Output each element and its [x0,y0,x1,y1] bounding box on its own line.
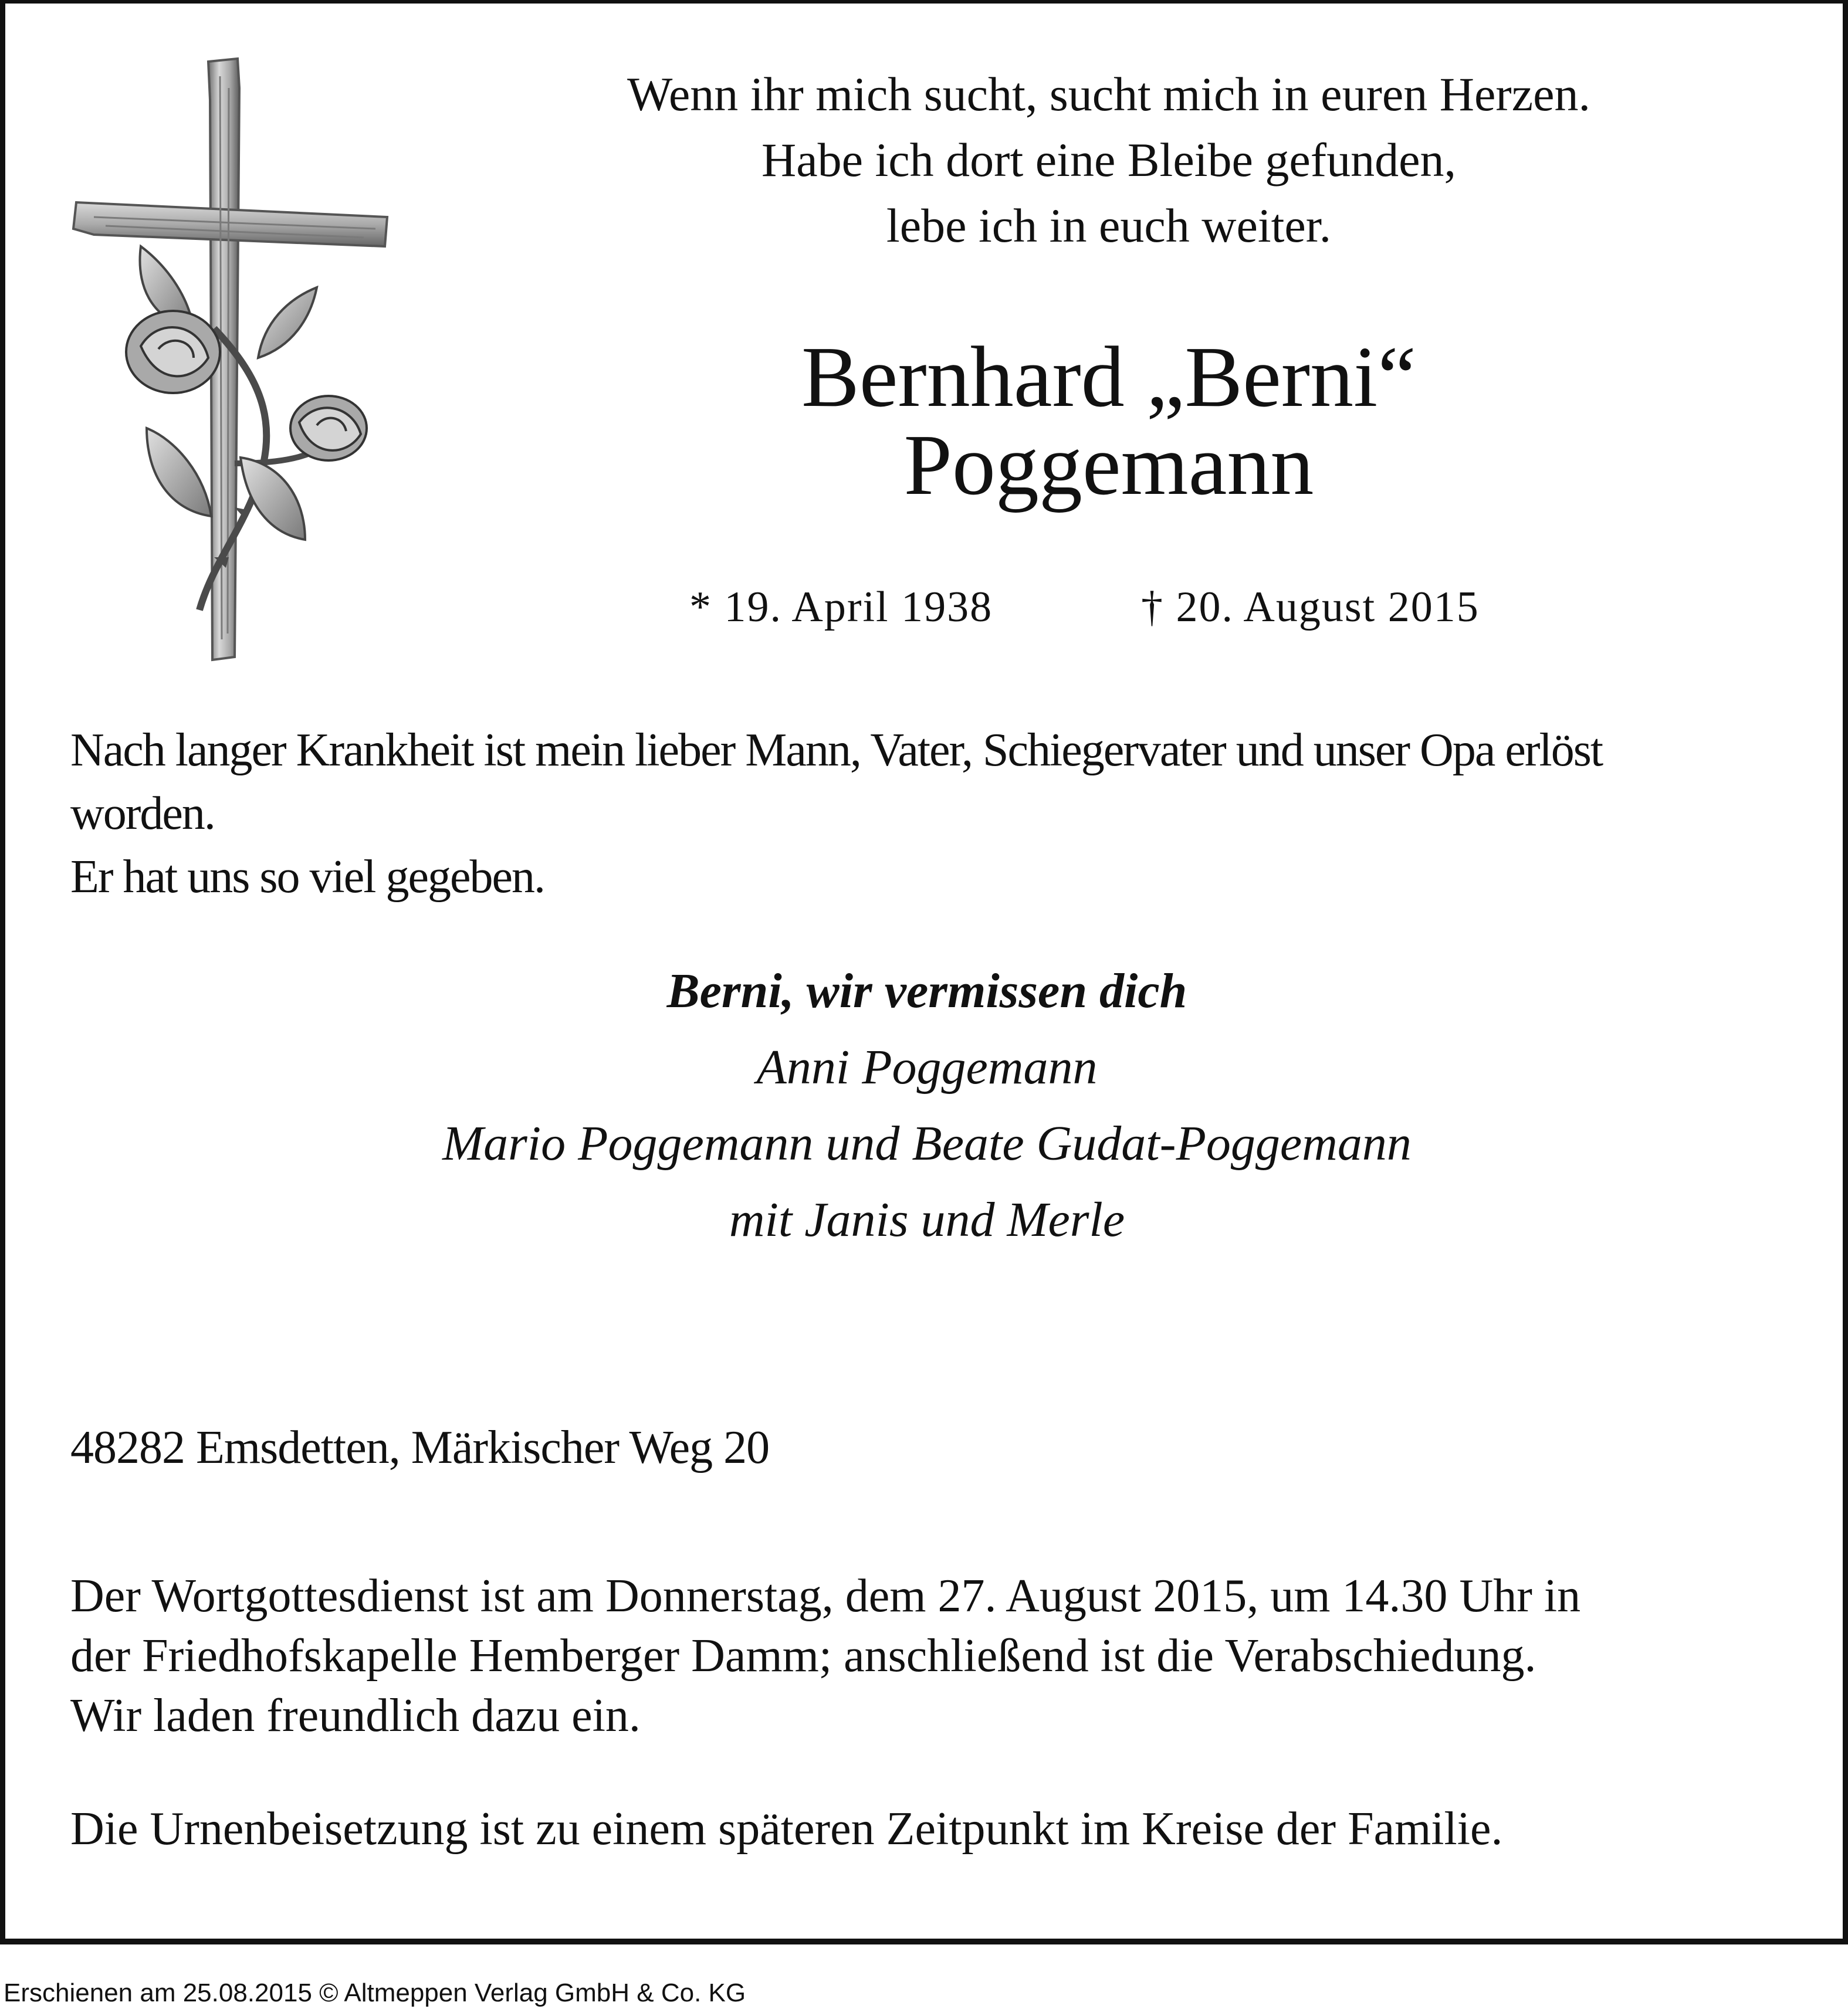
service-line: Der Wortgottesdienst ist am Donnerstag, dem 27. August 2015, um 14.30 Uhr in [70,1570,1581,1622]
family-address: 48282 Emsdetten, Märkischer Weg 20 [70,1422,770,1473]
announcement-line: Nach langer Krankheit ist mein lieber Mann, Vater, Schiegervater und unser Opa erlöst [70,724,1603,776]
service-info [70,1566,1580,1746]
motto-line: lebe ich in euch weiter. [886,199,1332,252]
announcement-line: Er hat uns so viel gegeben. [70,851,544,903]
mourner-name: Mario Poggemann und Beate Gudat-Poggemann [442,1116,1412,1171]
motto-verse [481,62,1737,259]
cross-with-roses-icon [59,53,399,669]
mourner-name: mit Janis und Merle [729,1192,1125,1247]
urn-note: Die Urnenbeisetzung ist zu einem späteren Zeitpunkt im Kreise der Familie. [70,1803,1503,1855]
mourners-block [70,953,1783,1258]
deceased-name [481,329,1737,513]
mourners-lead: Berni, wir vermissen dich [666,964,1187,1018]
motto-line: Habe ich dort eine Bleibe gefunden, [761,133,1456,187]
birth-date: * 19. April 1938 [689,583,993,631]
mourner-name: Anni Poggemann [756,1040,1098,1095]
announcement-line: worden. [70,788,215,839]
death-date: † 20. August 2015 [1141,583,1480,631]
service-line: Wir laden freundlich dazu ein. [70,1690,641,1742]
announcement-text [70,719,1795,909]
name-line-2: Poggemann [903,417,1314,513]
service-line: der Friedhofskapelle Hemberger Damm; anschließend ist die Verabschiedung. [70,1630,1536,1682]
publication-footer: Erschienen am 25.08.2015 © Altmeppen Verlag GmbH & Co. KG [4,1978,746,2007]
motto-line: Wenn ihr mich sucht, sucht mich in euren Herzen. [627,67,1590,121]
name-line-1: Bernhard „Berni“ [801,329,1416,425]
